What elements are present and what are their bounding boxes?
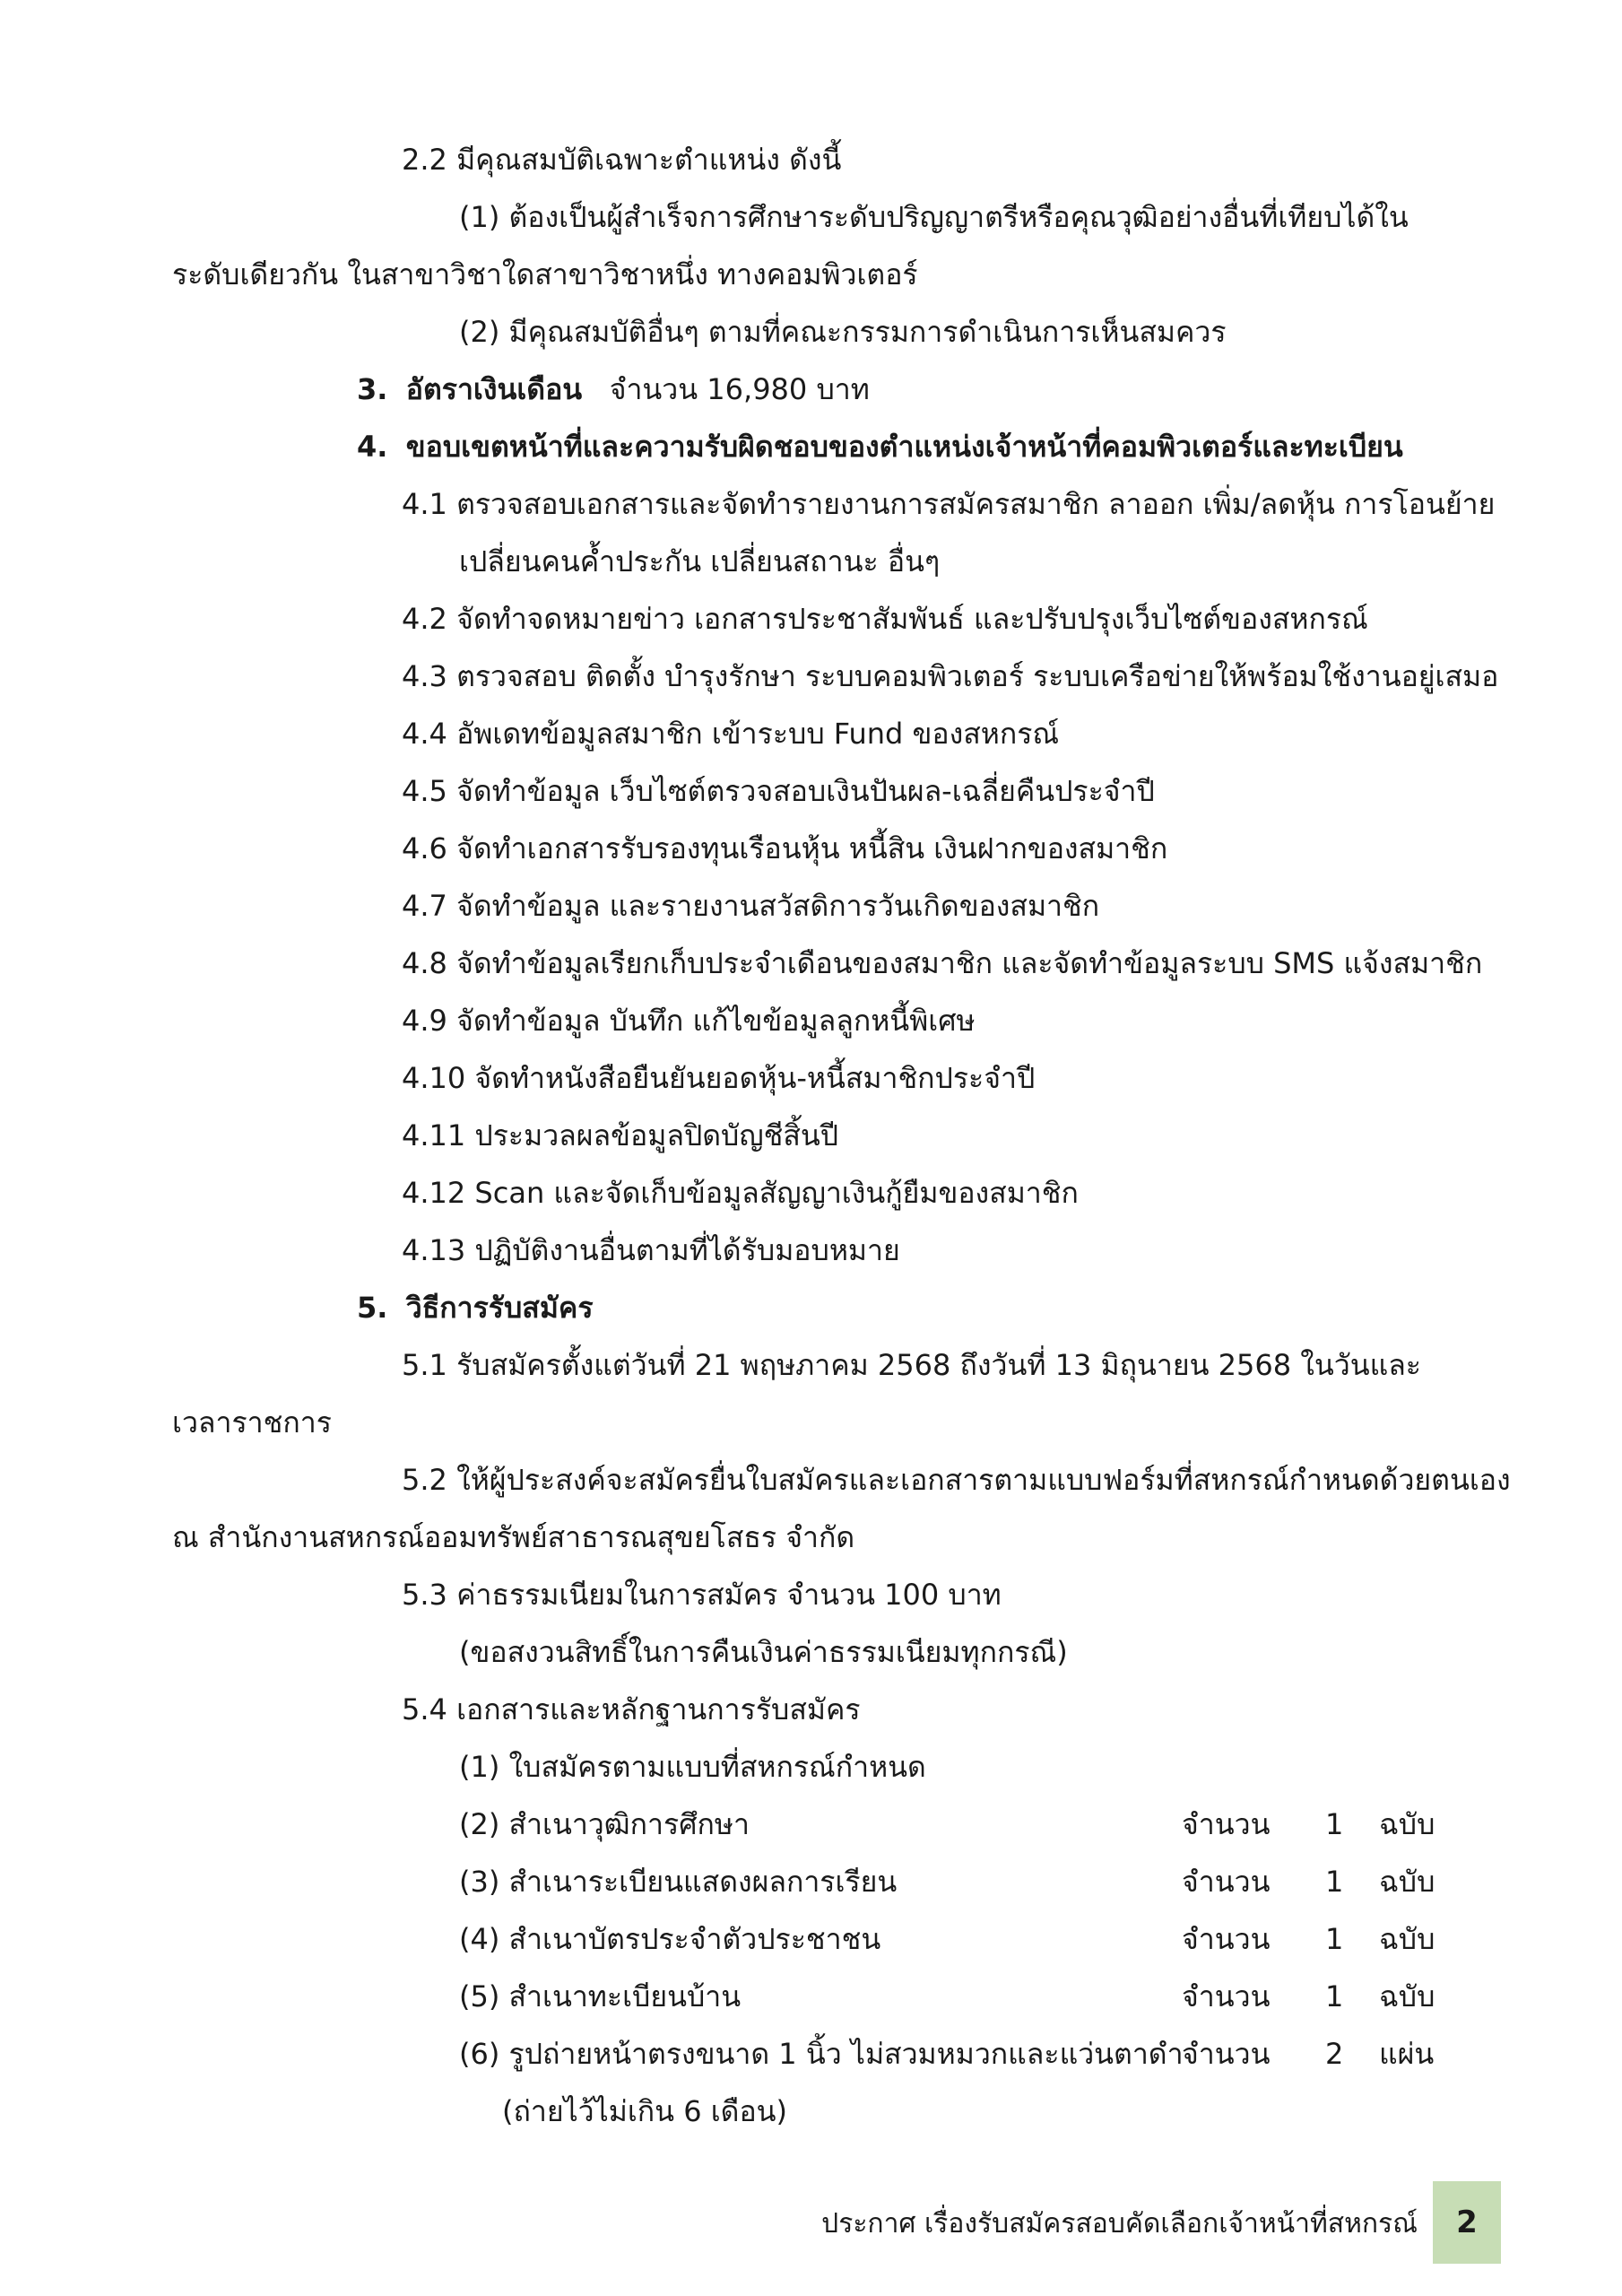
- section-4-title: ขอบเขตหน้าที่และความรับผิดชอบของตำแหน่งเจ้าหน้าที่คอมพิวเตอร์และทะเบียน: [405, 430, 1403, 464]
- s5-item-5-3: 5.3 ค่าธรรมเนียมในการสมัคร จำนวน 100 บาท: [402, 1578, 1002, 1612]
- s22-item1-line2: ระดับเดียวกัน ในสาขาวิชาใดสาขาวิชาหนึ่ง ทางคอมพิวเตอร์: [172, 257, 918, 291]
- s4-item-4-3: 4.3 ตรวจสอบ ติดตั้ง บำรุงรักษา ระบบคอมพิวเตอร์ ระบบเครือข่ายให้พร้อมใช้งานอยู่เสมอ: [402, 659, 1499, 693]
- s4-item-4-5: 4.5 จัดทำข้อมูล เว็บไซต์ตรวจสอบเงินปันผล-เฉลี่ยคืนประจำปี: [402, 774, 1155, 808]
- doc-row: [0, 1921, 1622, 1957]
- s4-item-4-13: 4.13 ปฏิบัติงานอื่นตามที่ได้รับมอบหมาย: [402, 1233, 900, 1267]
- section-3-title: อัตราเงินเดือน: [405, 372, 583, 406]
- doc-6-note: (ถ่ายไว้ไม่เกิน 6 เดือน): [502, 2094, 788, 2128]
- section-3-number: 3.: [357, 372, 388, 406]
- doc-qty-label: จำนวน: [1182, 1979, 1271, 2013]
- doc-unit: ฉบับ: [1379, 1979, 1436, 2013]
- section-5-title: วิธีการรับสมัคร: [405, 1291, 594, 1325]
- s4-item-4-1-line1: 4.1 ตรวจสอบเอกสารและจัดทำรายงานการสมัครสมาชิก ลาออก เพิ่ม/ลดหุ้น การโอนย้าย: [402, 487, 1496, 521]
- s5-item-5-2-line1: 5.2 ให้ผู้ประสงค์จะสมัครยื่นใบสมัครและเอกสารตามแบบฟอร์มที่สหกรณ์กำหนดด้วยตนเอง: [402, 1463, 1511, 1497]
- s4-item-4-10: 4.10 จัดทำหนังสือยืนยันยอดหุ้น-หนี้สมาชิกประจำปี: [402, 1061, 1036, 1095]
- doc-label: (3) สำเนาระเบียนแสดงผลการเรียน: [459, 1865, 898, 1899]
- doc-row: [0, 2036, 1622, 2072]
- s5-item-5-2-line2: ณ สำนักงานสหกรณ์ออมทรัพย์สาธารณสุขยโสธร จำกัด: [172, 1520, 855, 1554]
- s5-item-5-1-line1: 5.1 รับสมัครตั้งแต่วันที่ 21 พฤษภาคม 2568 ถึงวันที่ 13 มิถุนายน 2568 ในวันและ: [402, 1348, 1421, 1382]
- section-3: [357, 371, 870, 407]
- doc-row: [0, 1864, 1622, 1900]
- doc-row: [0, 1749, 1622, 1785]
- doc-unit: แผ่น: [1379, 2037, 1435, 2071]
- s4-item-4-12: 4.12 Scan และจัดเก็บข้อมูลสัญญาเงินกู้ยืมของสมาชิก: [402, 1176, 1079, 1210]
- doc-unit: ฉบับ: [1379, 1922, 1436, 1956]
- s4-item-4-4: 4.4 อัพเดทข้อมูลสมาชิก เข้าระบบ Fund ของสหกรณ์: [402, 717, 1060, 751]
- s4-item-4-2: 4.2 จัดทำจดหมายข่าว เอกสารประชาสัมพันธ์ และปรับปรุงเว็บไซต์ของสหกรณ์: [402, 602, 1368, 636]
- salary-text: จำนวน 16,980 บาท: [609, 372, 870, 406]
- section-4-number: 4.: [357, 430, 388, 464]
- doc-unit: ฉบับ: [1379, 1865, 1436, 1899]
- s22-item2: (2) มีคุณสมบัติอื่นๆ ตามที่คณะกรรมการดำเนินการเห็นสมควร: [459, 315, 1227, 349]
- doc-qty-label: จำนวน: [1182, 2037, 1271, 2071]
- s22-item1-line1: (1) ต้องเป็นผู้สำเร็จการศึกษาระดับปริญญาตรีหรือคุณวุฒิอย่างอื่นที่เทียบได้ใน: [459, 200, 1409, 234]
- section-5-number: 5.: [357, 1291, 388, 1325]
- doc-qty: 1: [1325, 1807, 1344, 1841]
- s5-item-5-1-line2: เวลาราชการ: [172, 1405, 332, 1439]
- doc-qty-label: จำนวน: [1182, 1865, 1271, 1899]
- doc-label: (6) รูปถ่ายหน้าตรงขนาด 1 นิ้ว ไม่สวมหมวกและแว่นตาดำ: [459, 2037, 1184, 2071]
- doc-qty: 2: [1325, 2037, 1344, 2071]
- doc-qty: 1: [1325, 1865, 1344, 1899]
- section-4-heading: [357, 429, 1403, 465]
- s4-item-4-7: 4.7 จัดทำข้อมูล และรายงานสวัสดิการวันเกิดของสมาชิก: [402, 889, 1100, 923]
- s22-heading: 2.2 มีคุณสมบัติเฉพาะตำแหน่ง ดังนี้: [402, 143, 842, 177]
- doc-qty: 1: [1325, 1922, 1344, 1956]
- footer-title: ประกาศ เรื่องรับสมัครสอบคัดเลือกเจ้าหน้าที่สหกรณ์: [821, 2208, 1418, 2239]
- doc-label: (2) สำเนาวุฒิการศึกษา: [459, 1807, 750, 1841]
- section-5-heading: [357, 1290, 594, 1326]
- doc-label: (4) สำเนาบัตรประจำตัวประชาชน: [459, 1922, 881, 1956]
- s5-item-5-3-note: (ขอสงวนสิทธิ์ในการคืนเงินค่าธรรมเนียมทุกกรณี): [459, 1635, 1068, 1669]
- page-number: 2: [1456, 2205, 1478, 2240]
- s4-item-4-6: 4.6 จัดทำเอกสารรับรองทุนเรือนหุ้น หนี้สิน เงินฝากของสมาชิก: [402, 831, 1168, 865]
- doc-label: (5) สำเนาทะเบียนบ้าน: [459, 1979, 742, 2013]
- doc-label: (1) ใบสมัครตามแบบที่สหกรณ์กำหนด: [459, 1750, 926, 1784]
- page-number-box: [1433, 2181, 1501, 2264]
- doc-qty-label: จำนวน: [1182, 1922, 1271, 1956]
- doc-unit: ฉบับ: [1379, 1807, 1436, 1841]
- s4-item-4-1-line2: เปลี่ยนคนค้ำประกัน เปลี่ยนสถานะ อื่นๆ: [459, 544, 941, 578]
- s4-item-4-11: 4.11 ประมวลผลข้อมูลปิดบัญชีสิ้นปี: [402, 1118, 839, 1152]
- s4-item-4-8: 4.8 จัดทำข้อมูลเรียกเก็บประจำเดือนของสมาชิก และจัดทำข้อมูลระบบ SMS แจ้งสมาชิก: [402, 946, 1483, 980]
- doc-qty: 1: [1325, 1979, 1344, 2013]
- doc-qty-label: จำนวน: [1182, 1807, 1271, 1841]
- doc-row: [0, 1806, 1622, 1842]
- s4-item-4-9: 4.9 จัดทำข้อมูล บันทึก แก้ไขข้อมูลลูกหนี้พิเศษ: [402, 1004, 976, 1038]
- doc-row: [0, 1979, 1622, 2014]
- s5-item-5-4: 5.4 เอกสารและหลักฐานการรับสมัคร: [402, 1692, 861, 1726]
